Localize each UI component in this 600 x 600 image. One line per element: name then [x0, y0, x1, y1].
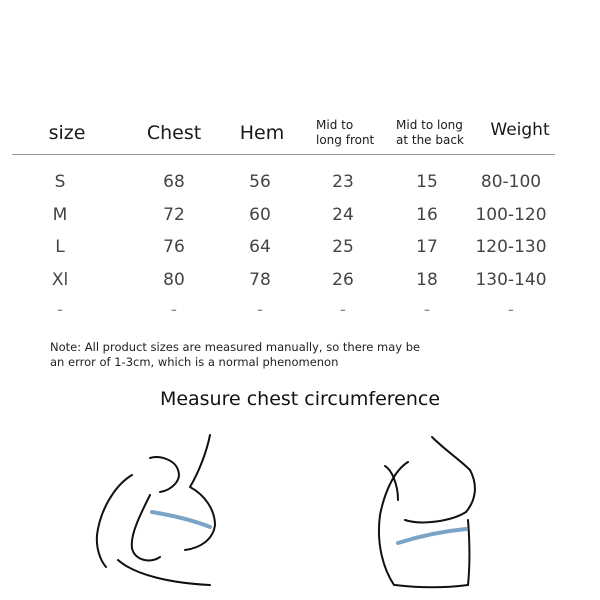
row-l-hem: 64 — [249, 237, 271, 257]
side-front-outline — [185, 435, 215, 550]
row-s-back: 15 — [416, 172, 438, 192]
side-torso-outline — [118, 560, 210, 585]
front-view-figure-icon — [379, 437, 475, 587]
front-shoulder-outline — [432, 437, 470, 470]
row-xl-chest: 80 — [163, 270, 185, 290]
row-l-back: 17 — [416, 237, 438, 257]
front-breast-outline — [405, 470, 475, 522]
note-line-2: an error of 1-3cm, which is a normal phenomenon — [50, 355, 339, 369]
row-blank-back: - — [423, 300, 431, 320]
row-l-chest: 76 — [163, 237, 185, 257]
row-m-weight: 100-120 — [475, 205, 547, 225]
front-right-side-outline — [468, 520, 470, 585]
row-blank-chest: - — [170, 300, 178, 320]
header-weight: Weight — [490, 120, 550, 140]
row-m-front: 24 — [332, 205, 354, 225]
row-blank-weight: - — [507, 300, 515, 320]
row-m-size: M — [52, 205, 68, 225]
front-waist-outline — [395, 585, 468, 587]
row-xl-back: 18 — [416, 270, 438, 290]
row-l-front: 25 — [332, 237, 354, 257]
header-hem: Hem — [239, 122, 285, 144]
row-blank-front: - — [339, 300, 347, 320]
row-s-hem: 56 — [249, 172, 271, 192]
row-xl-weight: 130-140 — [475, 270, 547, 290]
header-mid-front-line2: long front — [316, 133, 375, 147]
header-size: size — [48, 122, 86, 144]
header-mid-back-line1: Mid to long — [396, 118, 463, 132]
row-xl-hem: 78 — [249, 270, 271, 290]
header-chest: Chest — [146, 122, 202, 144]
header-mid-back-line2: at the back — [396, 133, 464, 147]
row-s-size: S — [54, 172, 66, 192]
side-arm-outline — [132, 495, 160, 560]
row-s-chest: 68 — [163, 172, 185, 192]
row-xl-size: Xl — [51, 270, 69, 290]
row-m-chest: 72 — [163, 205, 185, 225]
section-title: Measure chest circumference — [159, 388, 441, 410]
row-m-hem: 60 — [249, 205, 271, 225]
front-left-arm-outline — [379, 462, 408, 585]
row-blank-hem: - — [256, 300, 264, 320]
row-xl-front: 26 — [332, 270, 354, 290]
side-view-figure-icon — [97, 435, 215, 585]
row-blank-size: - — [56, 300, 64, 320]
row-m-back: 16 — [416, 205, 438, 225]
side-head-outline — [150, 457, 179, 492]
front-chest-measure-line — [398, 529, 466, 543]
header-mid-front-line1: Mid to — [316, 118, 354, 132]
side-back-outline — [97, 475, 132, 567]
row-l-size: L — [55, 237, 65, 257]
row-s-weight: 80-100 — [480, 172, 542, 192]
row-l-weight: 120-130 — [475, 237, 547, 257]
side-chest-measure-line — [152, 512, 210, 527]
row-s-front: 23 — [332, 172, 354, 192]
note-line-1: Note: All product sizes are measured manually, so there may be — [50, 340, 421, 354]
